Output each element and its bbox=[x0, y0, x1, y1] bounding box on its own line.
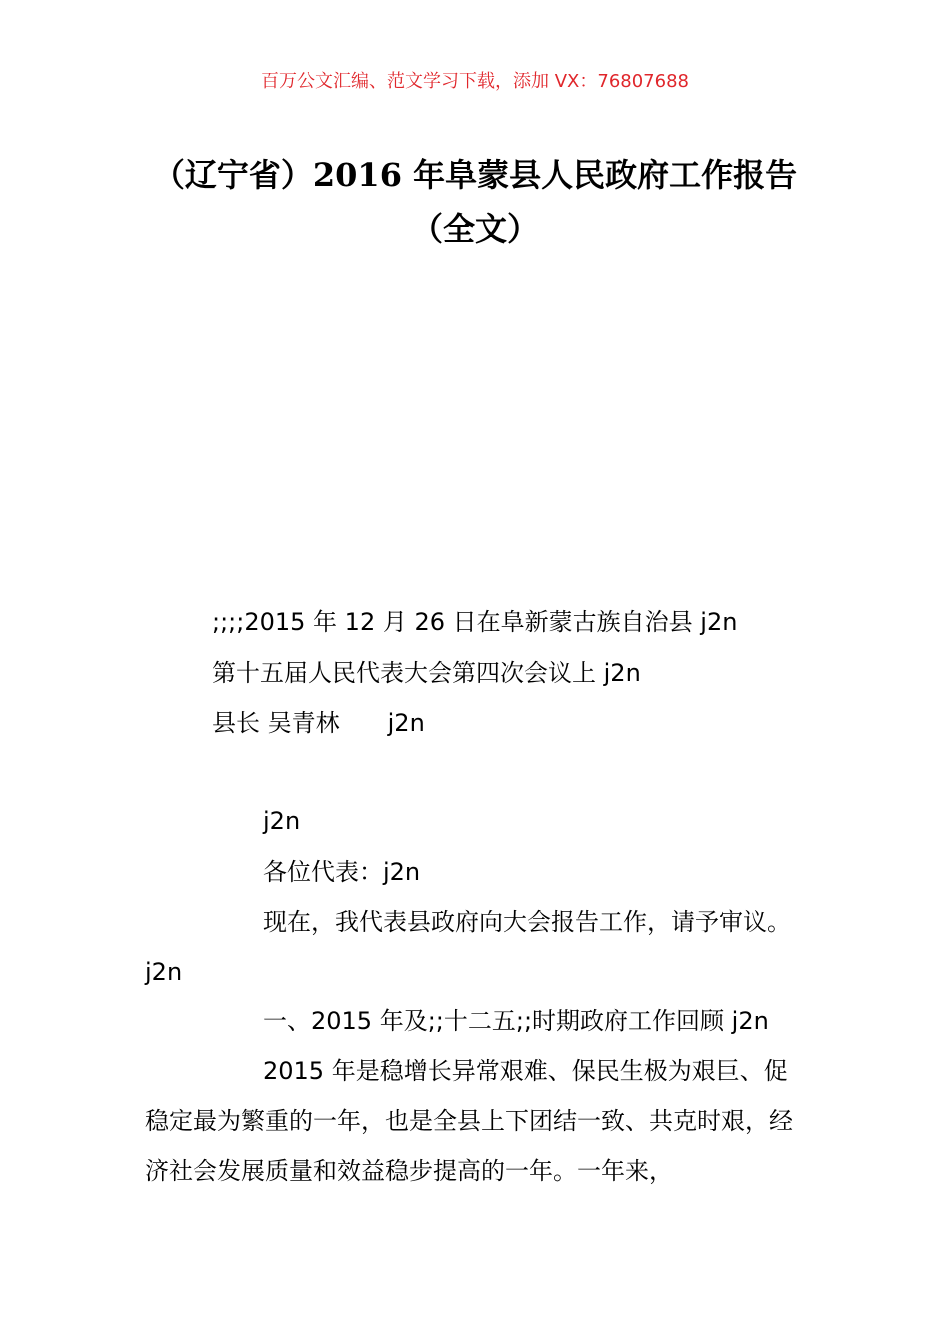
meta-speaker: 县长 吴青林 j2n bbox=[212, 709, 425, 737]
section-heading: 一、2015 年及;;十二五;;时期政府工作回顾 j2n bbox=[263, 1007, 769, 1035]
meta-meeting: 第十五届人民代表大会第四次会议上 j2n bbox=[212, 659, 641, 687]
salutation: 各位代表：j2n bbox=[263, 858, 421, 886]
meta-date-location: ;;;;2015 年 12 月 26 日在阜新蒙古族自治县 j2n bbox=[212, 608, 738, 636]
body-paragraph: 2015 年是稳增长异常艰难、保民生极为艰巨、促稳定最为繁重的一年，也是全县上下团结一致、共克时艰，经济社会发展质量和效益稳步提高的一年。一年来， bbox=[145, 1057, 793, 1185]
spacer-line: j2n bbox=[263, 807, 301, 835]
header-note: 百万公文汇编、范文学习下载，添加 VX：76807688 bbox=[261, 71, 689, 92]
intro-paragraph: 现在，我代表县政府向大会报告工作，请予审议。j2n bbox=[145, 908, 791, 986]
document-title: （辽宁省）2016 年阜蒙县人民政府工作报告（全文） bbox=[152, 156, 798, 248]
